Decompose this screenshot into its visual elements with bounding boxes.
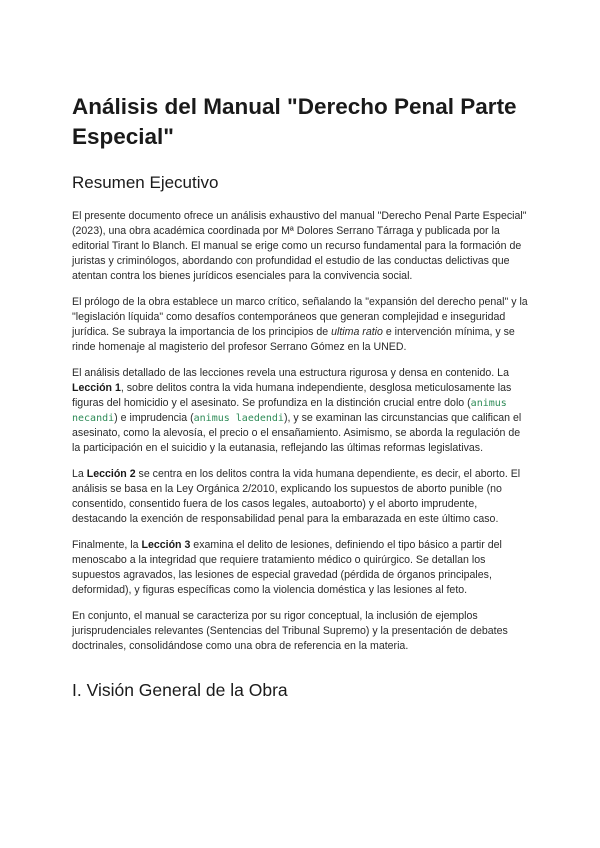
lesson-label: Lección 1 [72, 381, 121, 394]
section-heading-summary: Resumen Ejecutivo [72, 173, 219, 192]
paragraph-intro: El presente documento ofrece un análisis exhaustivo del manual "Derecho Penal Parte Especial" (2023), una obra académica coordinada por Mª Dolores Serrano Tárraga y publicada por la editorial Tirant lo Blanch. El manual se erige como un recurso fundamental para la formación de juristas y criminólogos, abordando con profundidad el estudio de las conductas delictivas que atentan contra los bienes jurídicos esenciales para la convivencia social. [72, 210, 527, 283]
paragraph-text: se centra en los delitos contra la vida humana dependiente, es decir, el aborto. El análisis se basa en la Ley Orgánica 2/2010, explicando los supuestos de aborto punible (no consentido, consentido fuera de los casos legales, autoaborto) y el aborto imprudente, destacando la exención de responsabilidad penal para la embarazada en este último caso. [72, 467, 521, 526]
italic-term: ultima ratio [331, 326, 383, 339]
section-heading-overview: I. Visión General de la Obra [72, 679, 288, 700]
paragraph-conclusion: En conjunto, el manual se caracteriza por su rigor conceptual, la inclusión de ejemplos jurisprudenciales relevantes (Sentencias del Tribunal Supremo) y la presentación de debates doctrinales, consolidándose como una obra de referencia en la materia. [72, 609, 508, 652]
paragraph-text: La [72, 467, 87, 480]
paragraph-text: Finalmente, la [72, 538, 142, 551]
paragraph-prologue [72, 295, 530, 355]
paragraph-text: ) e imprudencia ( [114, 412, 194, 425]
paragraph-text: examina el delito de lesiones, definiendo el tipo básico a partir del menoscabo a la integridad que requiere tratamiento médico o quirúrgico. Se detallan los supuestos agravados, las lesiones de especial gravedad (pérdida de órganos principales, deformidad), y figuras específicas como la violencia doméstica y las lesiones al feto. [72, 538, 502, 597]
paragraph-text: El prólogo de la obra establece un marco crítico, señalando la "expansión del derecho penal" y la "legislación líquida" como desafíos contemporáneos que generan complejidad e inseguridad jurídica. Se subraya la importancia de los principios de [72, 295, 528, 339]
latin-term-code: animus laedendi [193, 413, 284, 425]
lesson-label: Lección 2 [86, 467, 136, 480]
paragraph-lesson-2 [72, 467, 530, 527]
paragraph-text: e intervención mínima, y se rinde homenaje al magisterio del profesor Serrano Gómez en la UNED. [72, 326, 515, 354]
document-title: Análisis del Manual "Derecho Penal Parte Especial" [72, 94, 517, 149]
document-content [72, 92, 530, 702]
paragraph-lesson-1 [72, 366, 530, 457]
lesson-label: Lección 3 [141, 538, 191, 551]
paragraph-text: , sobre delitos contra la vida humana independiente, desglosa meticulosamente las figuras del homicidio y el asesinato. Se profundiza en la distinción crucial entre dolo ( [72, 381, 512, 410]
paragraph-text: ), y se examinan las circunstancias que califican el asesinato, como la alevosía, el precio o el ensañamiento. Asimismo, se aborda la regulación de la participación en el suicidio y la eutanasia, reflejando las últimas reformas legislativas. [72, 412, 522, 455]
paragraph-text: El análisis detallado de las lecciones revela una estructura rigurosa y densa en contenido. La [72, 366, 509, 379]
latin-term-code: animus necandi [72, 398, 507, 425]
paragraph-lesson-3 [72, 538, 530, 598]
